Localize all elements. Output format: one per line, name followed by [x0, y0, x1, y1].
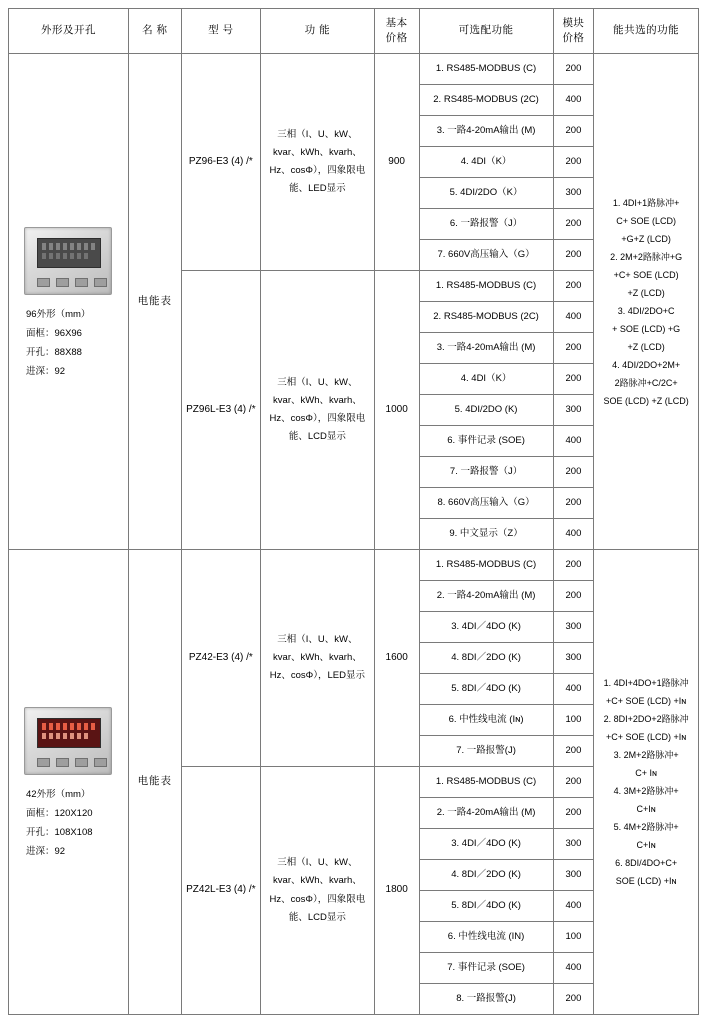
basic-price-pz96-e3: 900: [374, 54, 419, 271]
option-price: 300: [553, 178, 594, 209]
option-price: 300: [553, 643, 594, 674]
dimension-line: 进深：92: [26, 365, 66, 377]
dimension-line: 面框：96X96: [26, 327, 82, 339]
basic-price-pz42l-e3: 1800: [374, 767, 419, 1015]
option-label: 2. RS485-MODBUS (2C): [419, 302, 553, 333]
option-price: 200: [553, 271, 594, 302]
dimension-line: 96外形（mm）: [26, 308, 91, 320]
function-pz96-e3: 三相（I、U、kW、kvar、kWh、kvarh、Hz、cosΦ），四象限电能、LED显示: [260, 54, 374, 271]
option-price: 200: [553, 364, 594, 395]
option-price: 200: [553, 488, 594, 519]
option-label: 4. 4DI（K）: [419, 364, 553, 395]
shared-line: SOE (LCD) +Z (LCD): [603, 395, 689, 406]
col-header-name: 名 称: [128, 9, 181, 54]
function-pz42l-e3: 三相（I、U、kW、kvar、kWh、kvarh、Hz、cosΦ），四象限电能、LCD显示: [260, 767, 374, 1015]
col-header-shared-functions: 能共选的功能: [594, 9, 699, 54]
dimensions-42: [12, 785, 93, 861]
table-header: [9, 9, 699, 54]
shared-line: + SOE (LCD) +G: [612, 323, 681, 334]
product-spec-table: [8, 8, 699, 1015]
shared-line: C+Iɴ: [636, 840, 656, 850]
option-label: 5. 8DI／4DO (K): [419, 891, 553, 922]
dimensions-96: [12, 305, 90, 381]
option-label: 2. 一路4-20mA输出 (M): [419, 798, 553, 829]
col-header-function: 功 能: [260, 9, 374, 54]
option-price: 400: [553, 953, 594, 984]
option-label: 7. 一路报警（J）: [419, 457, 553, 488]
option-price: 400: [553, 519, 594, 550]
option-label: 2. RS485-MODBUS (2C): [419, 85, 553, 116]
option-label: 6. 中性线电流 (Iɴ): [419, 705, 553, 736]
option-label: 5. 8DI／4DO (K): [419, 674, 553, 705]
col-header-basic-price: [374, 9, 419, 54]
shape-cell-96: [9, 54, 129, 550]
option-label: 4. 8DI／2DO (K): [419, 643, 553, 674]
option-price: 400: [553, 302, 594, 333]
shared-line: +C+ SOE (LCD) +Iɴ: [606, 696, 687, 706]
dimension-line: 进深：92: [26, 846, 66, 857]
col-header-basic-price-line2: 价格: [385, 32, 408, 44]
option-price: 200: [553, 147, 594, 178]
option-label: 1. RS485-MODBUS (C): [419, 550, 553, 581]
option-label: 3. 4DI／4DO (K): [419, 829, 553, 860]
header-row: [9, 9, 699, 54]
option-label: 3. 一路4-20mA输出 (M): [419, 116, 553, 147]
basic-price-pz42-e3: 1600: [374, 550, 419, 767]
shared-line: 2. 8DI+2DO+2路脉冲: [603, 714, 689, 724]
option-price: 300: [553, 395, 594, 426]
option-price: 400: [553, 85, 594, 116]
option-label: 5. 4DI/2DO（K）: [419, 178, 553, 209]
shared-line: C+Iɴ: [636, 804, 656, 814]
shared-line: +C+ SOE (LCD): [613, 269, 679, 280]
option-price: 200: [553, 333, 594, 364]
shared-line: +C+ SOE (LCD) +Iɴ: [606, 732, 687, 742]
shared-line: 1. 4DI+4DO+1路脉冲: [603, 678, 689, 688]
shared-line: 4. 4DI/2DO+2M+: [612, 359, 681, 370]
shared-line: 3. 4DI/2DO+C: [617, 305, 675, 316]
shared-functions-42: [594, 550, 699, 1015]
option-price: 400: [553, 674, 594, 705]
panel-meter-42-image: [24, 707, 112, 775]
option-label: 1. RS485-MODBUS (C): [419, 767, 553, 798]
shared-line: C+ SOE (LCD): [616, 215, 677, 226]
option-price: 100: [553, 922, 594, 953]
shared-line: 2. 2M+2路脉冲+G: [610, 251, 683, 262]
panel-meter-96-image: [24, 227, 112, 295]
dimension-line: 开孔：88X88: [26, 346, 82, 358]
option-label: 7. 事件记录 (SOE): [419, 953, 553, 984]
product-name-96: 电能表: [128, 54, 181, 550]
shared-line: 3. 2M+2路脉冲+: [613, 750, 679, 760]
option-price: 400: [553, 891, 594, 922]
option-price: 200: [553, 240, 594, 271]
shared-line: +Z (LCD): [627, 341, 665, 352]
option-price: 300: [553, 860, 594, 891]
shared-line: +Z (LCD): [627, 287, 665, 298]
option-label: 6. 中性线电流 (IN): [419, 922, 553, 953]
shape-cell-42: [9, 550, 129, 1015]
model-pz96-e3: PZ96-E3 (4) /*: [181, 54, 260, 271]
table-row: [9, 550, 699, 581]
option-label: 8. 660V高压输入（G）: [419, 488, 553, 519]
col-header-module-price-line1: 模块: [562, 16, 585, 29]
dimension-line: 42外形（mm）: [26, 789, 91, 800]
option-label: 4. 4DI（K）: [419, 147, 553, 178]
option-label: 3. 一路4-20mA输出 (M): [419, 333, 553, 364]
model-pz42-e3: PZ42-E3 (4) /*: [181, 550, 260, 767]
option-label: 7. 660V高压输入（G）: [419, 240, 553, 271]
shared-line: 4. 3M+2路脉冲+: [613, 786, 679, 796]
option-price: 300: [553, 829, 594, 860]
option-price: 200: [553, 767, 594, 798]
product-name-42: 电能表: [128, 550, 181, 1015]
option-price: 200: [553, 550, 594, 581]
shared-line: 5. 4M+2路脉冲+: [613, 822, 679, 832]
col-header-model: 型 号: [181, 9, 260, 54]
option-label: 8. 一路报警(J): [419, 984, 553, 1015]
col-header-module-price: [553, 9, 594, 54]
option-label: 5. 4DI/2DO (K): [419, 395, 553, 426]
option-price: 200: [553, 798, 594, 829]
function-pz96l-e3: 三相（I、U、kW、kvar、kWh、kvarh、Hz、cosΦ），四象限电能、LCD显示: [260, 271, 374, 550]
option-price: 200: [553, 736, 594, 767]
option-label: 9. 中文显示（Z）: [419, 519, 553, 550]
option-price: 200: [553, 581, 594, 612]
option-price: 200: [553, 457, 594, 488]
col-header-basic-price-line1: 基本: [385, 16, 408, 29]
option-label: 2. 一路4-20mA输出 (M): [419, 581, 553, 612]
col-header-shape: 外形及开孔: [9, 9, 129, 54]
model-pz42l-e3: PZ42L-E3 (4) /*: [181, 767, 260, 1015]
col-header-optional-functions: 可选配功能: [419, 9, 553, 54]
basic-price-pz96l-e3: 1000: [374, 271, 419, 550]
option-label: 7. 一路报警(J): [419, 736, 553, 767]
shared-line: C+ Iɴ: [635, 768, 657, 778]
shared-line: 1. 4DI+1路脉冲+: [612, 197, 680, 208]
option-price: 300: [553, 612, 594, 643]
option-price: 200: [553, 54, 594, 85]
option-price: 200: [553, 116, 594, 147]
option-label: 4. 8DI／2DO (K): [419, 860, 553, 891]
shared-line: +G+Z (LCD): [621, 233, 671, 244]
shared-line: SOE (LCD) +Iɴ: [615, 876, 677, 886]
dimension-line: 开孔：108X108: [26, 827, 93, 838]
option-label: 3. 4DI／4DO (K): [419, 612, 553, 643]
dimension-line: 面框：120X120: [26, 808, 93, 819]
option-label: 1. RS485-MODBUS (C): [419, 271, 553, 302]
function-pz42-e3: 三相（I、U、kW、kvar、kWh、kvarh、Hz、cosΦ），LED显示: [260, 550, 374, 767]
table-body: [9, 54, 699, 1015]
option-label: 6. 事件记录 (SOE): [419, 426, 553, 457]
shared-line: 6. 8DI/4DO+C+: [615, 858, 678, 868]
option-price: 400: [553, 426, 594, 457]
option-label: 6. 一路报警（J）: [419, 209, 553, 240]
shared-line: 2路脉冲+C/2C+: [614, 377, 678, 388]
table-row: [9, 54, 699, 85]
col-header-module-price-line2: 价格: [562, 32, 585, 44]
option-price: 200: [553, 209, 594, 240]
model-pz96l-e3: PZ96L-E3 (4) /*: [181, 271, 260, 550]
option-label: 1. RS485-MODBUS (C): [419, 54, 553, 85]
option-price: 100: [553, 705, 594, 736]
option-price: 200: [553, 984, 594, 1015]
shared-functions-96: [594, 54, 699, 550]
